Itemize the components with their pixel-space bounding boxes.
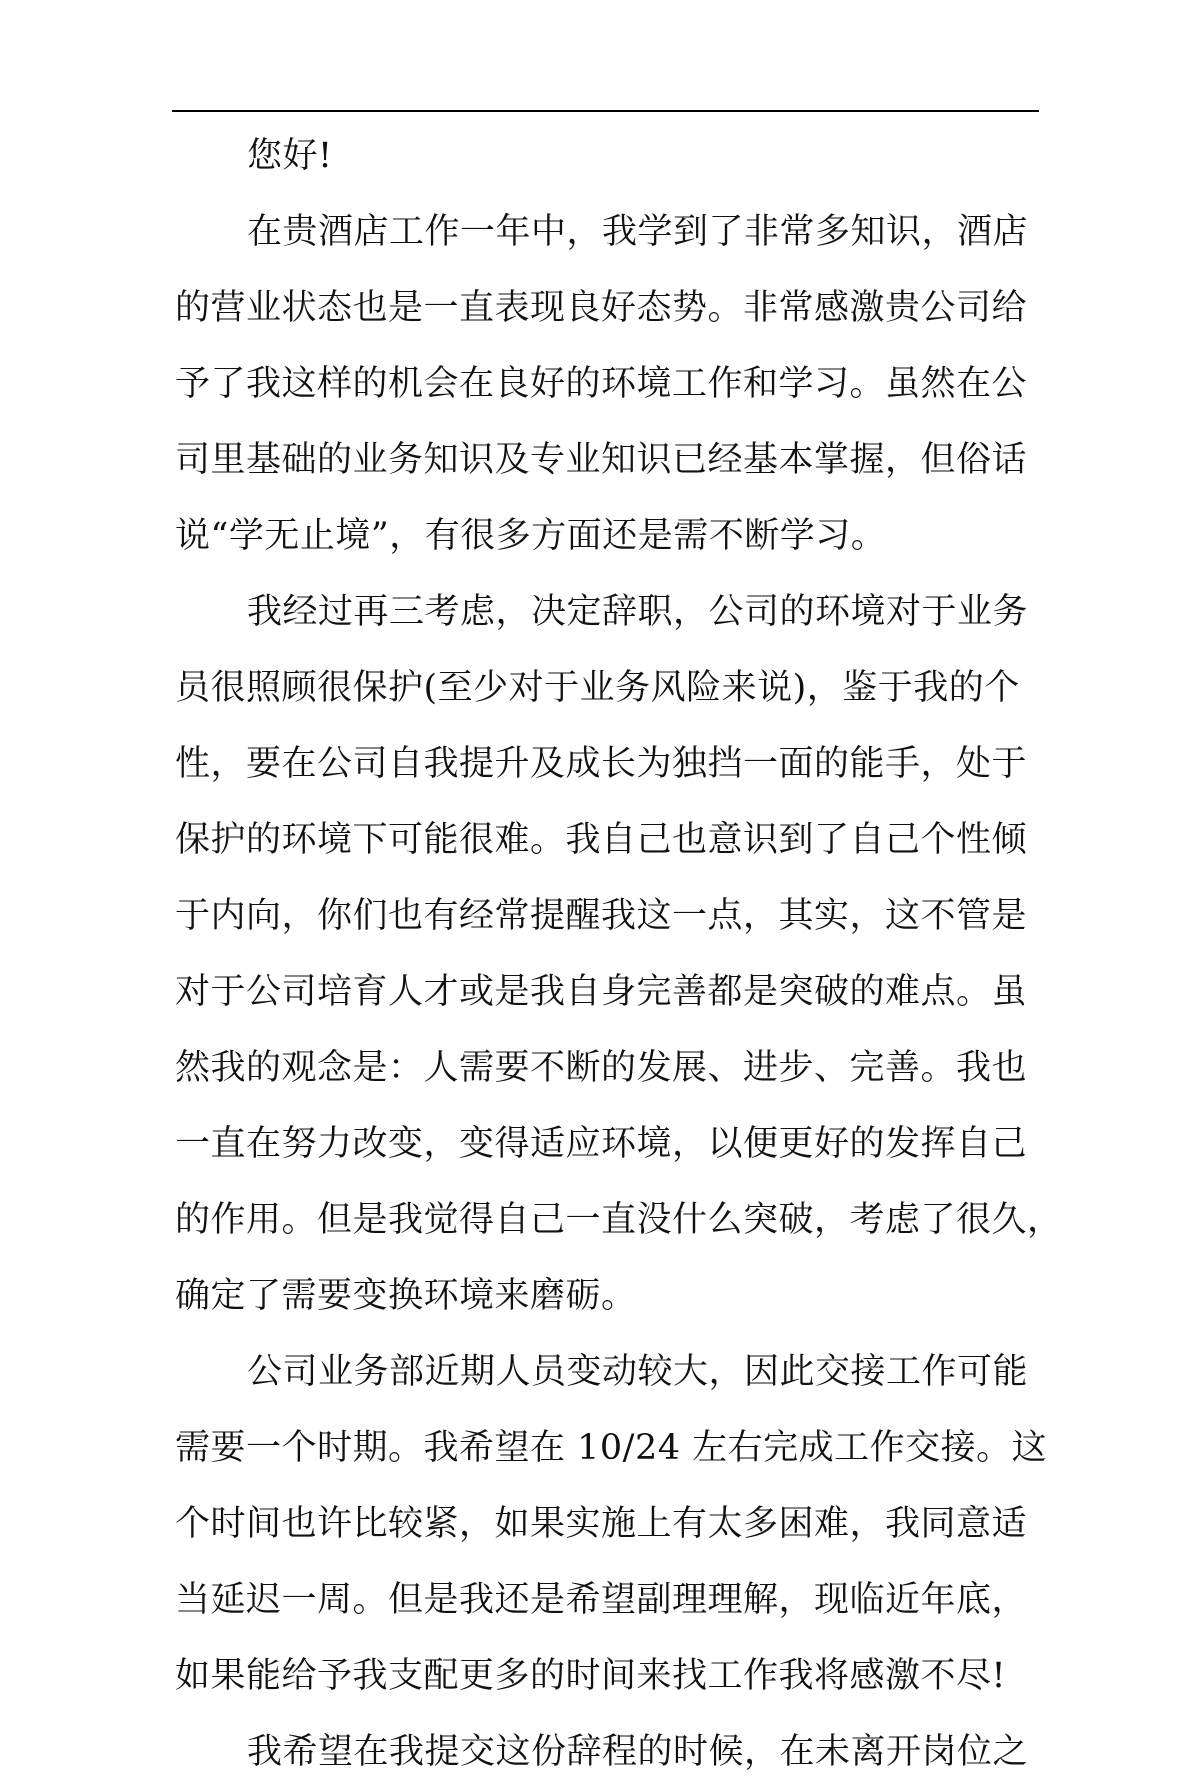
paragraph-line: 司里基础的业务知识及专业知识已经基本掌握，但俗话 [175,440,1028,480]
letter-body [175,118,1063,1790]
paragraph-line: 确定了需要变换环境来磨砺。 [175,1276,637,1316]
paragraph-line: 性，要在公司自我提升及成长为独挡一面的能手，处于 [175,744,1028,784]
paragraph-line: 我经过再三考虑，决定辞职，公司的环境对于业务 [247,592,1029,632]
paragraph-line: 一直在努力改变，变得适应环境，以便更好的发挥自己 [175,1124,1028,1164]
paragraph-closing [175,1714,1045,1790]
paragraph-line: 公司业务部近期人员变动较大，因此交接工作可能 [247,1352,1029,1392]
paragraph-line: 需要一个时期。我希望在 10/24 左右完成工作交接。这 [175,1428,1048,1468]
paragraph-line: 您好! [247,136,333,176]
paragraph-line: 对于公司培育人才或是我自身完善都是突破的难点。虽 [175,972,1028,1012]
paragraph-handover [175,1334,1048,1714]
paragraph-line: 在贵酒店工作一年中，我学到了非常多知识，酒店 [247,212,1029,252]
paragraph-line: 我希望在我提交这份辞程的时候，在未离开岗位之 [247,1732,1029,1772]
paragraph-line: 的作用。但是我觉得自己一直没什么突破，考虑了很久， [175,1200,1063,1240]
paragraph-line: 然我的观念是：人需要不断的发展、进步、完善。我也 [175,1048,1028,1088]
paragraph-line: 说“学无止境”，有很多方面还是需不断学习。 [175,516,887,556]
paragraph-line: 于内向，你们也有经常提醒我这一点，其实，这不管是 [175,896,1028,936]
paragraph-reason [175,574,1063,1334]
paragraph-line: 予了我这样的机会在良好的环境工作和学习。虽然在公 [175,364,1028,404]
paragraph-line: 个时间也许比较紧，如果实施上有太多困难，我同意适 [175,1504,1028,1544]
paragraph-line: 当延迟一周。但是我还是希望副理理解，现临近年底， [175,1580,1028,1620]
paragraph-line: 的营业状态也是一直表现良好态势。非常感激贵公司给 [175,288,1028,328]
paragraph-line: 如果能给予我支配更多的时间来找工作我将感激不尽! [175,1656,1007,1696]
paragraph-line: 保护的环境下可能很难。我自己也意识到了自己个性倾 [175,820,1028,860]
paragraph-intro [175,194,1045,574]
paragraph-line: 员很照顾很保护(至少对于业务风险来说)，鉴于我的个 [175,668,1020,708]
header-rule [172,110,1039,112]
paragraph-greeting [175,118,1045,194]
